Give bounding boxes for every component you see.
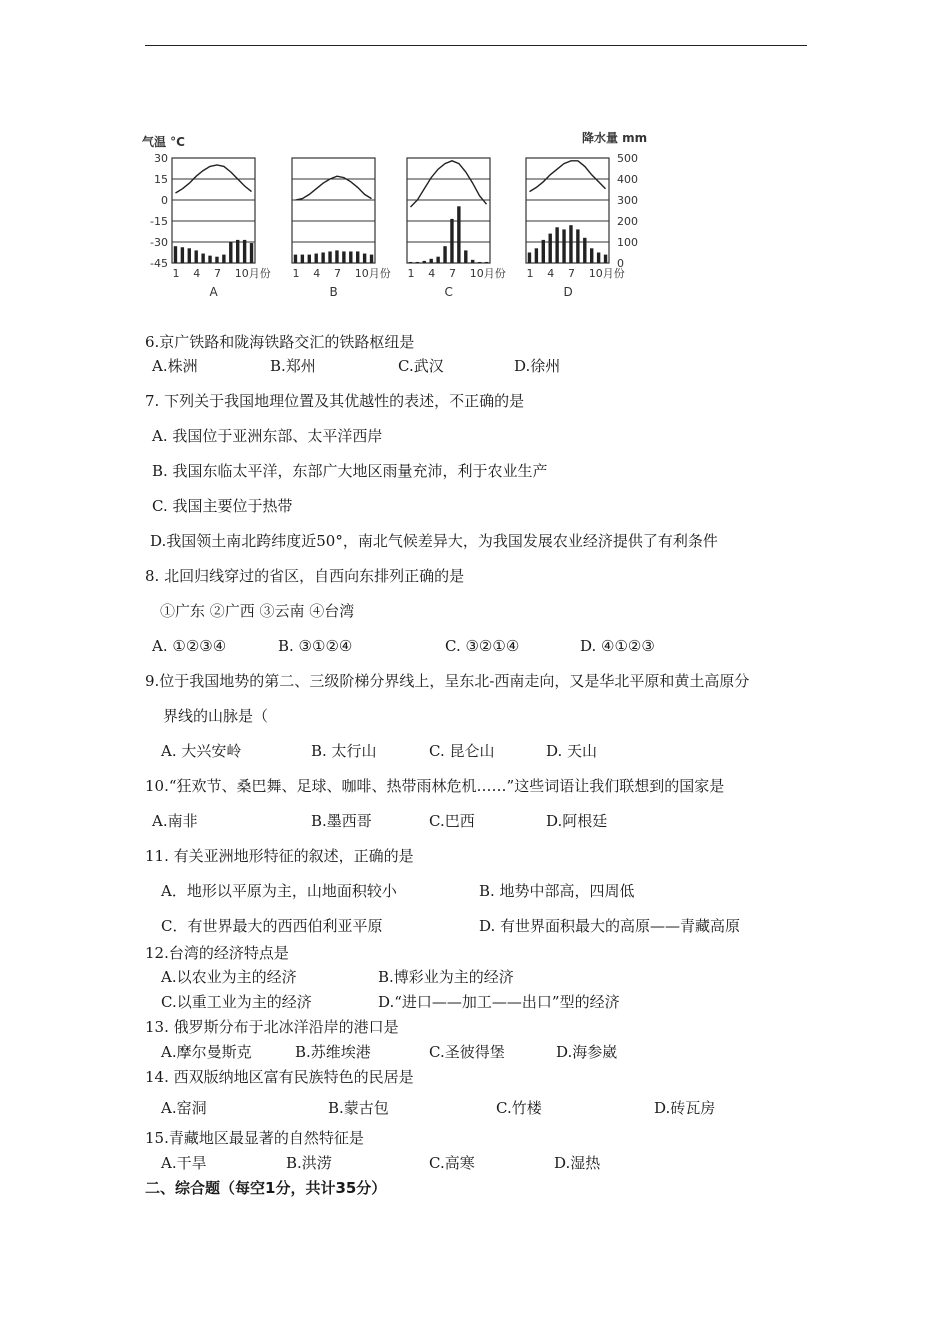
q13-option-d: D.海参崴: [556, 1043, 618, 1061]
q8-option-c: C. ③②①④: [445, 637, 520, 655]
q10-option-c: C.巴西: [429, 812, 475, 830]
question-14-stem: 14. 西双版纳地区富有民族特色的民居是: [145, 1068, 414, 1086]
q11-option-b: B. 地势中部高，四周低: [479, 882, 635, 900]
precip-bar: [356, 251, 359, 263]
precip-bar: [416, 262, 419, 263]
precip-bar: [229, 242, 232, 263]
q7-option-a: A. 我国位于亚洲东部、太平洋西岸: [152, 427, 383, 445]
precip-bar: [423, 261, 426, 263]
q8-option-d: D. ④①②③: [580, 637, 655, 655]
month-tick-label: 7: [448, 267, 456, 280]
q13-option-b: B.苏维埃港: [295, 1043, 371, 1061]
precip-bar: [430, 259, 433, 263]
month-tick-label: 1: [526, 267, 534, 280]
precip-bar: [301, 255, 304, 263]
panel-frame: [526, 158, 609, 263]
question-8-stem: 8. 北回归线穿过的省区，自西向东排列正确的是: [145, 567, 465, 585]
q9-option-d: D. 天山: [546, 742, 598, 760]
q13-option-a: A.摩尔曼斯克: [161, 1043, 252, 1061]
precip-bar: [457, 206, 460, 263]
precip-bar: [215, 257, 218, 263]
month-tick-label: 7: [567, 267, 575, 280]
precip-bar: [321, 253, 324, 264]
precip-bar: [478, 262, 481, 263]
precip-bar: [590, 248, 593, 263]
month-tick-label: 10月份: [354, 267, 391, 280]
month-tick-label: 7: [213, 267, 221, 280]
question-6-stem: 6.京广铁路和陇海铁路交汇的铁路枢纽是: [145, 333, 415, 351]
q9-option-a: A. 大兴安岭: [161, 742, 242, 760]
left-tick-label: 0: [161, 194, 168, 207]
precip-bar: [535, 248, 538, 263]
q9-option-b: B. 太行山: [311, 742, 377, 760]
q12-option-a: A.以农业为主的经济: [161, 968, 297, 986]
temperature-curve: [296, 176, 372, 200]
left-tick-label: -45: [150, 257, 168, 270]
question-9-stem: 9.位于我国地势的第二、三级阶梯分界线上，呈东北-西南走向，又是华北平原和黄土高原分: [145, 672, 750, 690]
question-9-stem-cont: 界线的山脉是（: [163, 707, 269, 725]
left-tick-label: -30: [150, 236, 168, 249]
precip-bar: [349, 251, 352, 263]
precip-bar: [555, 227, 558, 263]
q14-option-c: C.竹楼: [496, 1099, 542, 1117]
month-tick-label: 4: [547, 267, 555, 280]
month-tick-label: 1: [172, 267, 180, 280]
q15-option-c: C.高寒: [429, 1154, 475, 1172]
precip-bar: [583, 238, 586, 263]
precip-bar: [174, 246, 177, 263]
panel-label: D: [563, 285, 573, 299]
panel-frame: [172, 158, 255, 263]
precip-bar: [250, 243, 253, 263]
precip-bar: [436, 257, 439, 263]
question-11-stem: 11. 有关亚洲地形特征的叙述，正确的是: [145, 847, 414, 865]
q8-option-b: B. ③①②④: [278, 637, 353, 655]
question-12-stem: 12.台湾的经济特点是: [145, 944, 289, 962]
precip-bar: [562, 229, 565, 263]
q10-option-a: A.南非: [152, 812, 198, 830]
q14-option-d: D.砖瓦房: [654, 1099, 716, 1117]
right-tick-label: 300: [617, 194, 638, 207]
section-two-heading: 二、综合题（每空1分，共计35分）: [145, 1179, 387, 1197]
right-tick-label: 100: [617, 236, 638, 249]
q12-option-c: C.以重工业为主的经济: [161, 993, 312, 1011]
month-tick-label: 1: [292, 267, 300, 280]
precip-bar: [542, 240, 545, 263]
panel-label: C: [444, 285, 453, 299]
q6-option-c: C.武汉: [398, 357, 444, 375]
precip-bar: [188, 248, 191, 263]
left-axis-label: 气温 °C: [142, 135, 185, 149]
month-tick-label: 4: [193, 267, 201, 280]
month-tick-label: 10月份: [234, 267, 271, 280]
q7-option-c: C. 我国主要位于热带: [152, 497, 293, 515]
q11-option-a: A．地形以平原为主，山地面积较小: [161, 882, 397, 900]
q8-option-a: A. ①②③④: [152, 637, 227, 655]
q8-provinces: ①广东 ②广西 ③云南 ④台湾: [160, 602, 355, 620]
precip-bar: [308, 255, 311, 263]
precip-bar: [236, 240, 239, 263]
month-tick-label: 4: [313, 267, 321, 280]
precip-bar: [315, 254, 318, 263]
precip-bar: [195, 250, 198, 263]
precip-bar: [464, 250, 467, 263]
q6-option-d: D.徐州: [514, 357, 561, 375]
q11-option-d: D. 有世界面积最大的高原——青藏高原: [479, 917, 741, 935]
precip-bar: [450, 219, 453, 263]
panel-frame: [407, 158, 490, 263]
q15-option-d: D.湿热: [554, 1154, 601, 1172]
question-15-stem: 15.青藏地区最显著的自然特征是: [145, 1129, 364, 1147]
q10-option-d: D.阿根廷: [546, 812, 608, 830]
precip-bar: [294, 255, 297, 263]
precip-bar: [471, 260, 474, 263]
right-axis-label: 降水量 mm: [582, 131, 648, 145]
precip-bar: [243, 240, 246, 263]
q9-option-c: C. 昆仑山: [429, 742, 495, 760]
header-rule: [145, 45, 807, 46]
precip-bar: [363, 254, 366, 263]
precip-bar: [222, 255, 225, 263]
right-tick-label: 200: [617, 215, 638, 228]
q12-option-d: D.“进口——加工——出口”型的经济: [378, 993, 620, 1011]
question-13-stem: 13. 俄罗斯分布于北冰洋沿岸的港口是: [145, 1018, 399, 1036]
right-tick-label: 400: [617, 173, 638, 186]
precip-bar: [370, 255, 373, 263]
precip-bar: [604, 255, 607, 263]
precip-bar: [335, 250, 338, 263]
q15-option-a: A.干旱: [161, 1154, 207, 1172]
q13-option-c: C.圣彼得堡: [429, 1043, 505, 1061]
month-tick-label: 10月份: [469, 267, 506, 280]
question-7-stem: 7. 下列关于我国地理位置及其优越性的表述，不正确的是: [145, 392, 525, 410]
precip-bar: [485, 262, 488, 263]
climate-charts-figure: [140, 128, 660, 306]
precip-bar: [342, 251, 345, 263]
right-tick-label: 0: [617, 257, 624, 270]
precip-bar: [569, 225, 572, 263]
precip-bar: [328, 251, 331, 263]
q6-option-a: A.株洲: [152, 357, 198, 375]
q7-option-d: D.我国领土南北跨纬度近50°，南北气候差异大，为我国发展农业经济提供了有利条件: [150, 532, 718, 550]
q10-option-b: B.墨西哥: [311, 812, 372, 830]
temperature-curve: [530, 161, 606, 192]
q14-option-b: B.蒙古包: [328, 1099, 389, 1117]
left-tick-label: -15: [150, 215, 168, 228]
month-tick-label: 7: [333, 267, 341, 280]
right-tick-label: 500: [617, 152, 638, 165]
precip-bar: [597, 253, 600, 264]
precip-bar: [549, 234, 552, 263]
precip-bar: [181, 247, 184, 263]
precip-bar: [409, 262, 412, 263]
month-tick-label: 1: [407, 267, 415, 280]
panel-frame: [292, 158, 375, 263]
q15-option-b: B.洪涝: [286, 1154, 332, 1172]
left-tick-label: 15: [154, 173, 168, 186]
q12-option-b: B.博彩业为主的经济: [378, 968, 514, 986]
month-tick-label: 10月份: [588, 267, 625, 280]
q14-option-a: A.窑洞: [161, 1099, 207, 1117]
month-tick-label: 4: [428, 267, 436, 280]
panel-label: A: [209, 285, 218, 299]
precip-bar: [443, 246, 446, 263]
precip-bar: [201, 254, 204, 263]
panel-label: B: [329, 285, 338, 299]
q11-option-c: C．有世界最大的西西伯利亚平原: [161, 917, 383, 935]
q6-option-b: B.郑州: [270, 357, 316, 375]
precip-bar: [208, 256, 211, 263]
precip-bar: [576, 229, 579, 263]
q7-option-b: B. 我国东临太平洋，东部广大地区雨量充沛，利于农业生产: [152, 462, 548, 480]
left-tick-label: 30: [154, 152, 168, 165]
question-10-stem: 10.“狂欢节、桑巴舞、足球、咖啡、热带雨林危机……”这些词语让我们联想到的国家是: [145, 777, 725, 795]
precip-bar: [528, 253, 531, 264]
